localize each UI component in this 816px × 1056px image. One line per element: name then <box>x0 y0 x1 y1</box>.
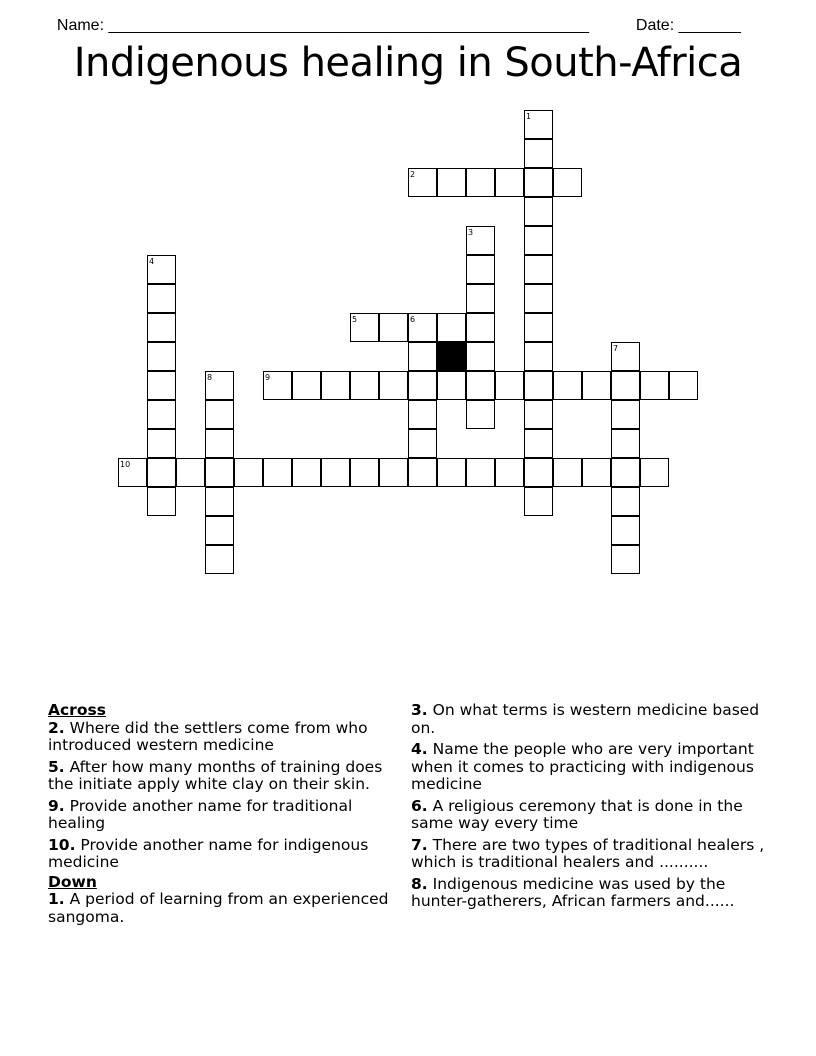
clue-number: 1. <box>48 890 65 908</box>
clue-across-10 <box>48 837 393 872</box>
black-cell <box>437 342 466 371</box>
clue-down-6 <box>411 798 771 833</box>
grid-cell[interactable] <box>524 110 553 139</box>
grid-cell[interactable] <box>640 371 669 400</box>
clue-text: Indigenous medicine was used by the hunter-gatherers, African farmers and...... <box>411 874 735 910</box>
grid-cell[interactable] <box>524 197 553 226</box>
clue-number-label: 2 <box>410 170 416 179</box>
grid-cell[interactable] <box>205 458 234 487</box>
clue-text: After how many months of training does the initiate apply white clay on their skin. <box>48 757 383 793</box>
grid-cell[interactable] <box>205 400 234 429</box>
grid-cell[interactable] <box>611 516 640 545</box>
grid-cell[interactable] <box>408 168 437 197</box>
grid-cell[interactable] <box>466 371 495 400</box>
clue-number: 9. <box>48 796 65 815</box>
grid-cell[interactable] <box>553 168 582 197</box>
date-label: Date: <box>635 17 679 34</box>
grid-cell[interactable] <box>263 371 292 400</box>
across-heading: Across <box>48 701 106 719</box>
grid-cell[interactable] <box>292 371 321 400</box>
name-label: Name: <box>56 17 109 34</box>
grid-cell[interactable] <box>611 342 640 371</box>
grid-cell[interactable] <box>524 255 553 284</box>
grid-cell[interactable] <box>437 168 466 197</box>
grid-cell[interactable] <box>466 255 495 284</box>
grid-cell[interactable] <box>524 400 553 429</box>
grid-cell[interactable] <box>350 313 379 342</box>
clue-number: 5. <box>48 757 65 776</box>
grid-cell[interactable] <box>611 487 640 516</box>
grid-cell[interactable] <box>437 371 466 400</box>
grid-cell[interactable] <box>495 168 524 197</box>
grid-cell[interactable] <box>524 458 553 487</box>
clue-text: A religious ceremony that is done in the same way every time <box>411 796 743 832</box>
grid-cell[interactable] <box>611 400 640 429</box>
grid-cell[interactable] <box>611 458 640 487</box>
grid-cell[interactable] <box>669 371 698 400</box>
clue-down-1 <box>48 891 393 926</box>
grid-cell[interactable] <box>379 371 408 400</box>
grid-cell[interactable] <box>466 168 495 197</box>
date-line[interactable]: _______ <box>678 17 741 34</box>
grid-cell[interactable] <box>466 313 495 342</box>
grid-cell[interactable] <box>205 516 234 545</box>
grid-cell[interactable] <box>408 313 437 342</box>
clue-number-label: 10 <box>120 460 131 469</box>
clue-number-label: 3 <box>468 228 474 237</box>
clue-text: Provide another name for indigenous medicine <box>48 835 369 871</box>
grid-cell[interactable] <box>466 226 495 255</box>
grid-cell[interactable] <box>350 371 379 400</box>
grid-cell[interactable] <box>205 371 234 400</box>
grid-cell[interactable] <box>205 545 234 574</box>
grid-cell[interactable] <box>524 342 553 371</box>
clue-number-label: 1 <box>526 112 532 121</box>
grid-cell[interactable] <box>147 371 176 400</box>
grid-cell[interactable] <box>553 371 582 400</box>
grid-cell[interactable] <box>408 342 437 371</box>
down-heading: Down <box>48 872 97 891</box>
clue-number-label: 5 <box>352 315 358 324</box>
clue-number: 4. <box>411 740 428 758</box>
grid-cell[interactable] <box>524 371 553 400</box>
grid-cell[interactable] <box>205 429 234 458</box>
clue-across-2 <box>48 720 393 755</box>
clue-text: Name the people who are very important when it comes to practicing with indigenous medicine <box>411 740 754 793</box>
grid-cell[interactable] <box>466 400 495 429</box>
grid-cell[interactable] <box>321 371 350 400</box>
grid-cell[interactable] <box>118 458 147 487</box>
grid-cell[interactable] <box>611 545 640 574</box>
grid-cell[interactable] <box>408 458 437 487</box>
clue-text: On what terms is western medicine based on. <box>411 701 760 737</box>
clue-number-label: 9 <box>265 373 271 382</box>
clue-down-3 <box>411 702 771 737</box>
clue-number-label: 4 <box>149 257 155 266</box>
grid-cell[interactable] <box>524 313 553 342</box>
grid-cell[interactable] <box>553 458 582 487</box>
grid-cell[interactable] <box>437 313 466 342</box>
grid-cell[interactable] <box>147 458 176 487</box>
clues-left-column <box>48 702 393 930</box>
clue-number: 2. <box>48 718 65 737</box>
grid-cell[interactable] <box>147 313 176 342</box>
grid-cell[interactable] <box>437 458 466 487</box>
grid-cell[interactable] <box>408 400 437 429</box>
clue-text: Where did the settlers come from who introduced western medicine <box>48 718 368 754</box>
grid-cell[interactable] <box>234 458 263 487</box>
date-field[interactable] <box>627 0 741 35</box>
grid-cell[interactable] <box>640 458 669 487</box>
grid-cell[interactable] <box>524 226 553 255</box>
grid-cell[interactable] <box>495 458 524 487</box>
name-line[interactable]: ______________________________________________________ <box>108 17 589 34</box>
grid-cell[interactable] <box>524 284 553 313</box>
grid-cell[interactable] <box>582 458 611 487</box>
grid-cell[interactable] <box>524 487 553 516</box>
grid-cell[interactable] <box>292 458 321 487</box>
clue-number: 6. <box>411 796 428 815</box>
grid-cell[interactable] <box>466 284 495 313</box>
clue-across-9 <box>48 798 393 833</box>
grid-cell[interactable] <box>466 458 495 487</box>
clue-down-4 <box>411 741 771 794</box>
grid-cell[interactable] <box>205 487 234 516</box>
clue-number: 7. <box>411 835 428 854</box>
grid-cell[interactable] <box>466 342 495 371</box>
grid-cell[interactable] <box>147 284 176 313</box>
clues-right-column <box>411 702 771 915</box>
page-title: Indigenous healing in South-Africa <box>73 40 743 86</box>
clue-number-label: 8 <box>207 373 213 382</box>
clue-text: There are two types of traditional healers , which is traditional healers and .......... <box>411 835 765 871</box>
grid-cell[interactable] <box>524 429 553 458</box>
grid-cell[interactable] <box>147 342 176 371</box>
grid-cell[interactable] <box>495 371 524 400</box>
grid-cell[interactable] <box>582 371 611 400</box>
name-field[interactable] <box>48 0 589 35</box>
grid-cell[interactable] <box>147 487 176 516</box>
clue-down-7 <box>411 837 771 872</box>
grid-cell[interactable] <box>147 429 176 458</box>
clue-number: 3. <box>411 701 428 719</box>
grid-cell[interactable] <box>524 139 553 168</box>
grid-cell[interactable] <box>176 458 205 487</box>
grid-cell[interactable] <box>611 429 640 458</box>
clue-number-label: 7 <box>613 344 619 353</box>
grid-cell[interactable] <box>147 255 176 284</box>
grid-cell[interactable] <box>379 313 408 342</box>
grid-cell[interactable] <box>611 371 640 400</box>
clue-text: A period of learning from an experienced sangoma. <box>48 890 389 926</box>
clue-number: 10. <box>48 835 76 854</box>
clue-across-5 <box>48 759 393 794</box>
clue-number-label: 6 <box>410 315 416 324</box>
grid-cell[interactable] <box>408 429 437 458</box>
grid-cell[interactable] <box>379 458 408 487</box>
grid-cell[interactable] <box>524 168 553 197</box>
clue-down-8 <box>411 876 771 911</box>
clue-number: 8. <box>411 874 428 893</box>
grid-cell[interactable] <box>321 458 350 487</box>
clue-text: Provide another name for traditional healing <box>48 796 353 832</box>
grid-cell[interactable] <box>263 458 292 487</box>
grid-cell[interactable] <box>408 371 437 400</box>
grid-cell[interactable] <box>147 400 176 429</box>
grid-cell[interactable] <box>350 458 379 487</box>
